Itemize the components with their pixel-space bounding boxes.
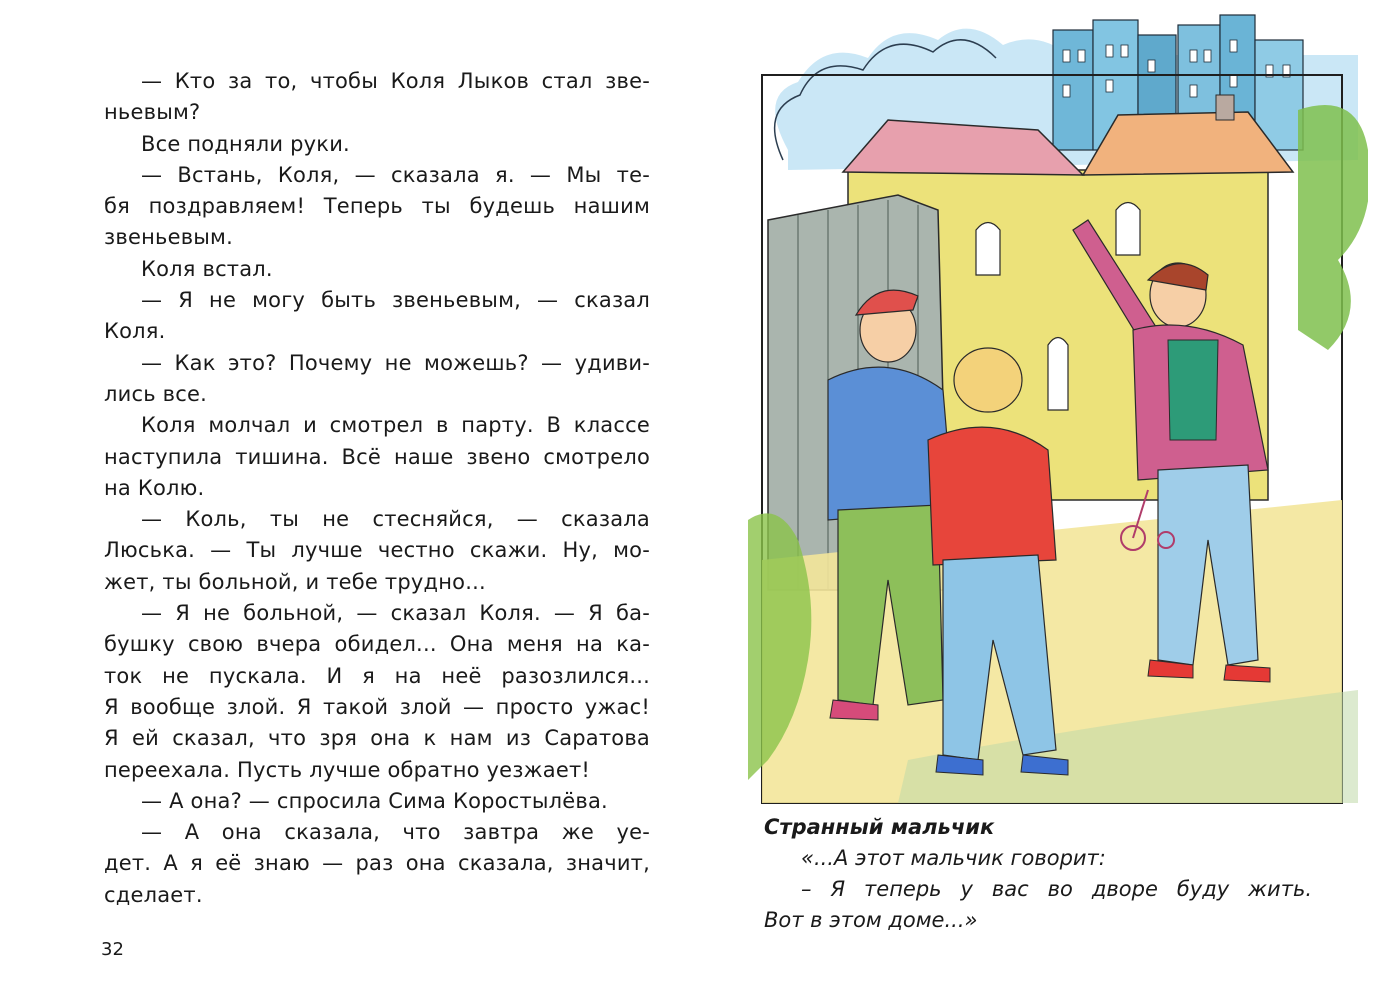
text-line: ньевым? <box>104 100 201 125</box>
illustration-caption <box>764 812 1312 936</box>
text-line: Коля. <box>104 319 166 344</box>
caption-line: – Я теперь у вас во дворе буду жить. <box>801 877 1312 901</box>
text-line: — Как это? Почему не можешь? — удиви- <box>141 350 650 375</box>
text-line: дет. А я её знаю — раз она сказала, значит, <box>104 851 650 876</box>
text-line: — А она? — спросила Сима Коростылёва. <box>141 788 608 813</box>
illustration-three-boys-courtyard <box>738 0 1368 810</box>
text-line: — Я не больной, — сказал Коля. — Я ба- <box>141 601 650 626</box>
tall-building <box>1053 30 1093 150</box>
window <box>1048 338 1068 411</box>
text-line: переехала. Пусть лучше обратно уезжает! <box>104 757 591 782</box>
text-line: Я вообще злой. Я такой злой — просто ужас! <box>104 694 650 719</box>
text-line: ток не пускала. И я на неё разозлился... <box>104 663 650 688</box>
caption-line: Вот в этом доме...» <box>764 908 978 932</box>
text-line: — Я не могу быть звеньевым, — сказал <box>141 288 650 313</box>
text-line: наступила тишина. Всё наше звено смотрело <box>104 444 650 469</box>
right-page <box>700 0 1400 1000</box>
tree <box>1298 105 1368 350</box>
text-line: Все подняли руки. <box>141 131 350 156</box>
text-line: — Кто за то, чтобы Коля Лыков стал зве- <box>141 69 650 93</box>
chimney <box>1216 95 1234 120</box>
caption-title: Странный мальчик <box>764 815 995 839</box>
caption-line: «...А этот мальчик говорит: <box>801 846 1106 870</box>
text-line: лись все. <box>104 381 207 406</box>
page-number: 32 <box>101 939 124 960</box>
story-text <box>104 66 650 911</box>
text-line: Коля молчал и смотрел в парту. В классе <box>141 413 650 438</box>
text-line: — Коль, ты не стесняйся, — сказала <box>141 507 650 532</box>
text-line: — Встань, Коля, — сказала я. — Мы те- <box>141 162 650 187</box>
text-line: бя поздравляем! Теперь ты будешь нашим <box>104 194 650 219</box>
window <box>1116 203 1140 256</box>
text-line: сделает. <box>104 882 203 907</box>
text-line: — А она сказала, что завтра же уе- <box>141 820 650 845</box>
text-line: жет, ты больной, и тебе трудно... <box>104 569 486 594</box>
text-line: Коля встал. <box>141 256 273 281</box>
text-line: звеньевым. <box>104 225 233 250</box>
window <box>976 223 1000 276</box>
text-line: на Колю. <box>104 475 205 500</box>
text-line: бушку свою вчера обидел... Она меня на ка- <box>104 632 650 657</box>
text-line: Я ей сказал, что зря она к нам из Саратова <box>104 726 650 751</box>
text-line: Люська. — Ты лучше честно скажи. Ну, мо- <box>104 538 650 563</box>
